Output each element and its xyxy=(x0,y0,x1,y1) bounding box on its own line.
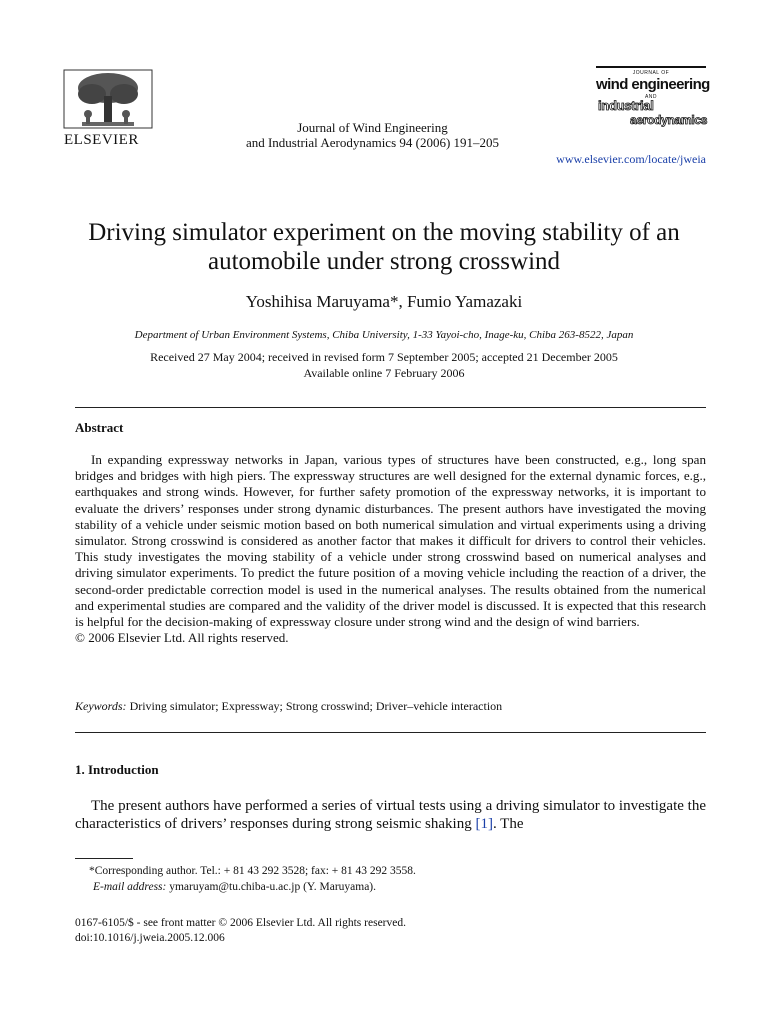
citation-link[interactable]: [1] xyxy=(475,816,493,832)
journal-logo-title-3: aerodynamics xyxy=(630,113,708,127)
email-footnote xyxy=(93,881,376,893)
journal-name-line-1: Journal of Wind Engineering xyxy=(297,120,448,135)
journal-url-link[interactable]: www.elsevier.com/locate/jweia xyxy=(556,152,706,166)
journal-logo-small-2: AND xyxy=(644,94,658,100)
journal-logo xyxy=(596,66,708,134)
author-affiliation: Department of Urban Environment Systems, Chiba University, 1-33 Yayoi-cho, Inage-ku, Chiba 263-8522, Japan xyxy=(134,329,634,341)
introduction-paragraph xyxy=(75,797,706,833)
footnote-rule xyxy=(75,858,133,859)
journal-logo-small-1: JOURNAL OF xyxy=(632,70,670,76)
abstract-top-rule xyxy=(75,407,706,408)
publisher-name: ELSEVIER xyxy=(64,132,139,148)
paper-title: Driving simulator experiment on the moving stability of an automobile under strong crosswind xyxy=(88,219,680,275)
keywords xyxy=(75,699,502,714)
keywords-text: Driving simulator; Expressway; Strong crosswind; Driver–vehicle interaction xyxy=(129,699,503,713)
corresponding-author-footnote: *Corresponding author. Tel.: + 81 43 292 3528; fax: + 81 43 292 3558. xyxy=(89,865,416,877)
abstract-bottom-rule xyxy=(75,732,706,733)
journal-logo-title-2: industrial xyxy=(598,98,654,113)
elsevier-logo xyxy=(62,68,158,148)
introduction-text-start: The present authors have performed a series of virtual tests using a driving simulator to investigate the characteristics of drivers’ responses during strong seismic shaking xyxy=(75,798,706,832)
available-online-date: Available online 7 February 2006 xyxy=(303,366,465,380)
journal-logo-rule xyxy=(596,66,706,68)
received-dates: Received 27 May 2004; received in revised form 7 September 2005; accepted 21 December 2005 xyxy=(150,350,618,364)
email-label: E-mail address: xyxy=(93,881,167,893)
doi-line: doi:10.1016/j.jweia.2005.12.006 xyxy=(75,932,225,944)
abstract-body xyxy=(75,452,706,646)
email-address: ymaruyam@tu.chiba-u.ac.jp (Y. Maruyama). xyxy=(169,881,377,893)
journal-logo-title-1: wind engineering xyxy=(596,76,710,93)
abstract-heading: Abstract xyxy=(75,420,124,435)
front-matter-line: 0167-6105/$ - see front matter © 2006 Elsevier Ltd. All rights reserved. xyxy=(75,917,406,929)
abstract-copyright: © 2006 Elsevier Ltd. All rights reserved. xyxy=(75,630,289,646)
elsevier-tree-icon xyxy=(62,68,154,130)
author-list: Yoshihisa Maruyama*, Fumio Yamazaki xyxy=(245,292,523,311)
abstract-text: In expanding expressway networks in Japan, various types of structures have been constructed, e.g., long span bridges and bridges with high piers. The expressway structures are well designed for the external dynamic forces, e.g., earthquakes and strong winds. However, for further safety promotion of the expressway networks, it is important to evaluate the drivers’ responses under strong dynamic disturbances. The present authors have investigated the moving stability of a vehicle under seismic motion based on both numerical simulation and virtual experiments using a driving simulator. Strong crosswind is considered as another factor that makes it difficult for drivers to control their vehicles. This study investigates the moving stability of a vehicle under strong crosswind based on numerical analyses and driving simulator experiments. To predict the future position of a moving vehicle including the reaction of a driver, the second-order predictable correction model is used in the numerical analyses. The results obtained from the numerical and experimental studies are compared and the validity of the driver model is discussed. It is expected that this research is helpful for the decision-making of expressway closure under strong wind and the design of wind barriers. xyxy=(75,452,706,630)
keywords-label: Keywords: xyxy=(75,699,127,713)
introduction-text-end: . The xyxy=(492,816,524,832)
introduction-heading: 1. Introduction xyxy=(75,762,159,777)
journal-name-line-2: and Industrial Aerodynamics 94 (2006) 191–205 xyxy=(245,135,500,150)
